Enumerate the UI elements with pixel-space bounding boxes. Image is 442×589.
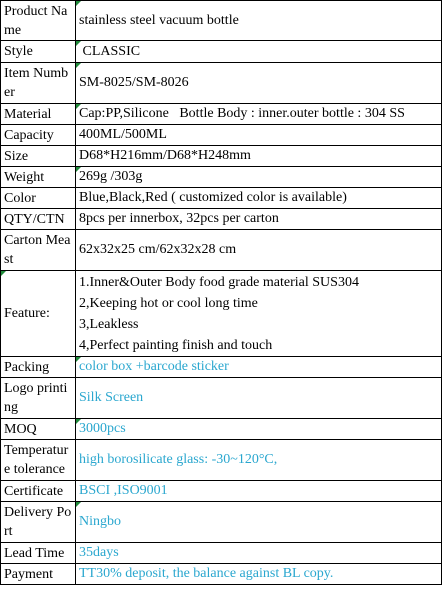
row-value-size: D68*H216mm/D68*H248mm (76, 146, 442, 167)
row-value-feature (76, 271, 442, 357)
table-row (1, 104, 442, 125)
table-row (1, 167, 442, 188)
row-label-qty-ctn: QTY/CTN (1, 209, 76, 230)
style-value-text: CLASSIC (82, 43, 141, 59)
table-row (1, 271, 442, 357)
table-row (1, 188, 442, 209)
table-row (1, 41, 442, 63)
row-value-delivery-port: Ningbo (76, 502, 442, 543)
table-row (1, 543, 442, 564)
row-value-lead-time: 35days (76, 543, 442, 564)
table-row (1, 419, 442, 440)
table-row (1, 378, 442, 419)
row-label-material: Material (1, 104, 76, 125)
row-label-feature: Feature: (1, 271, 76, 357)
row-label-delivery-port: Delivery Port (1, 502, 76, 543)
row-label-size: Size (1, 146, 76, 167)
row-label-carton-meast: Carton Meast (1, 230, 76, 271)
row-value-carton-meast: 62x32x25 cm/62x32x28 cm (76, 230, 442, 271)
row-label-style: Style (1, 41, 76, 63)
feature-line-3: 3,Leakless (79, 316, 139, 332)
table-row (1, 481, 442, 502)
row-value-temperature-tolerance: high borosilicate glass: -30~120°C, (76, 440, 442, 481)
row-label-logo-printing: Logo printing (1, 378, 76, 419)
row-value-packing: color box +barcode sticker (76, 357, 442, 378)
row-label-temperature-tolerance: Temperature tolerance (1, 440, 76, 481)
row-value-material: Cap:PP,Silicone Bottle Body : inner.outer bottle : 304 SS (76, 104, 442, 125)
table-row (1, 125, 442, 146)
feature-line-2: 2,Keeping hot or cool long time (79, 295, 258, 311)
row-value-item-number: SM-8025/SM-8026 (76, 63, 442, 104)
row-label-color: Color (1, 188, 76, 209)
table-row (1, 564, 442, 585)
row-value-payment: TT30% deposit, the balance against BL copy. (76, 564, 442, 585)
row-value-logo-printing: Silk Screen (76, 378, 442, 419)
row-value-certificate: BSCI ,ISO9001 (76, 481, 442, 502)
row-label-item-number: Item Number (1, 63, 76, 104)
row-value-product-name: stainless steel vacuum bottle (76, 1, 442, 41)
table-row (1, 1, 442, 41)
row-label-payment: Payment (1, 564, 76, 585)
row-label-packing: Packing (1, 357, 76, 378)
row-value-style (76, 41, 442, 63)
row-value-color: Blue,Black,Red ( customized color is available) (76, 188, 442, 209)
row-value-capacity: 400ML/500ML (76, 125, 442, 146)
table-row (1, 63, 442, 104)
row-label-lead-time: Lead Time (1, 543, 76, 564)
table-row (1, 357, 442, 378)
row-label-capacity: Capacity (1, 125, 76, 146)
row-value-moq: 3000pcs (76, 419, 442, 440)
row-value-qty-ctn: 8pcs per innerbox, 32pcs per carton (76, 209, 442, 230)
table-row (1, 209, 442, 230)
row-label-certificate: Certificate (1, 481, 76, 502)
row-value-weight: 269g /303g (76, 167, 442, 188)
table-row (1, 230, 442, 271)
table-row (1, 502, 442, 543)
table-row (1, 440, 442, 481)
feature-line-1: 1.Inner&Outer Body food grade material SUS304 (79, 274, 359, 290)
feature-line-4: 4,Perfect painting finish and touch (79, 337, 273, 353)
row-label-weight: Weight (1, 167, 76, 188)
row-label-product-name: Product Name (1, 1, 76, 41)
table-row (1, 146, 442, 167)
row-label-moq: MOQ (1, 419, 76, 440)
